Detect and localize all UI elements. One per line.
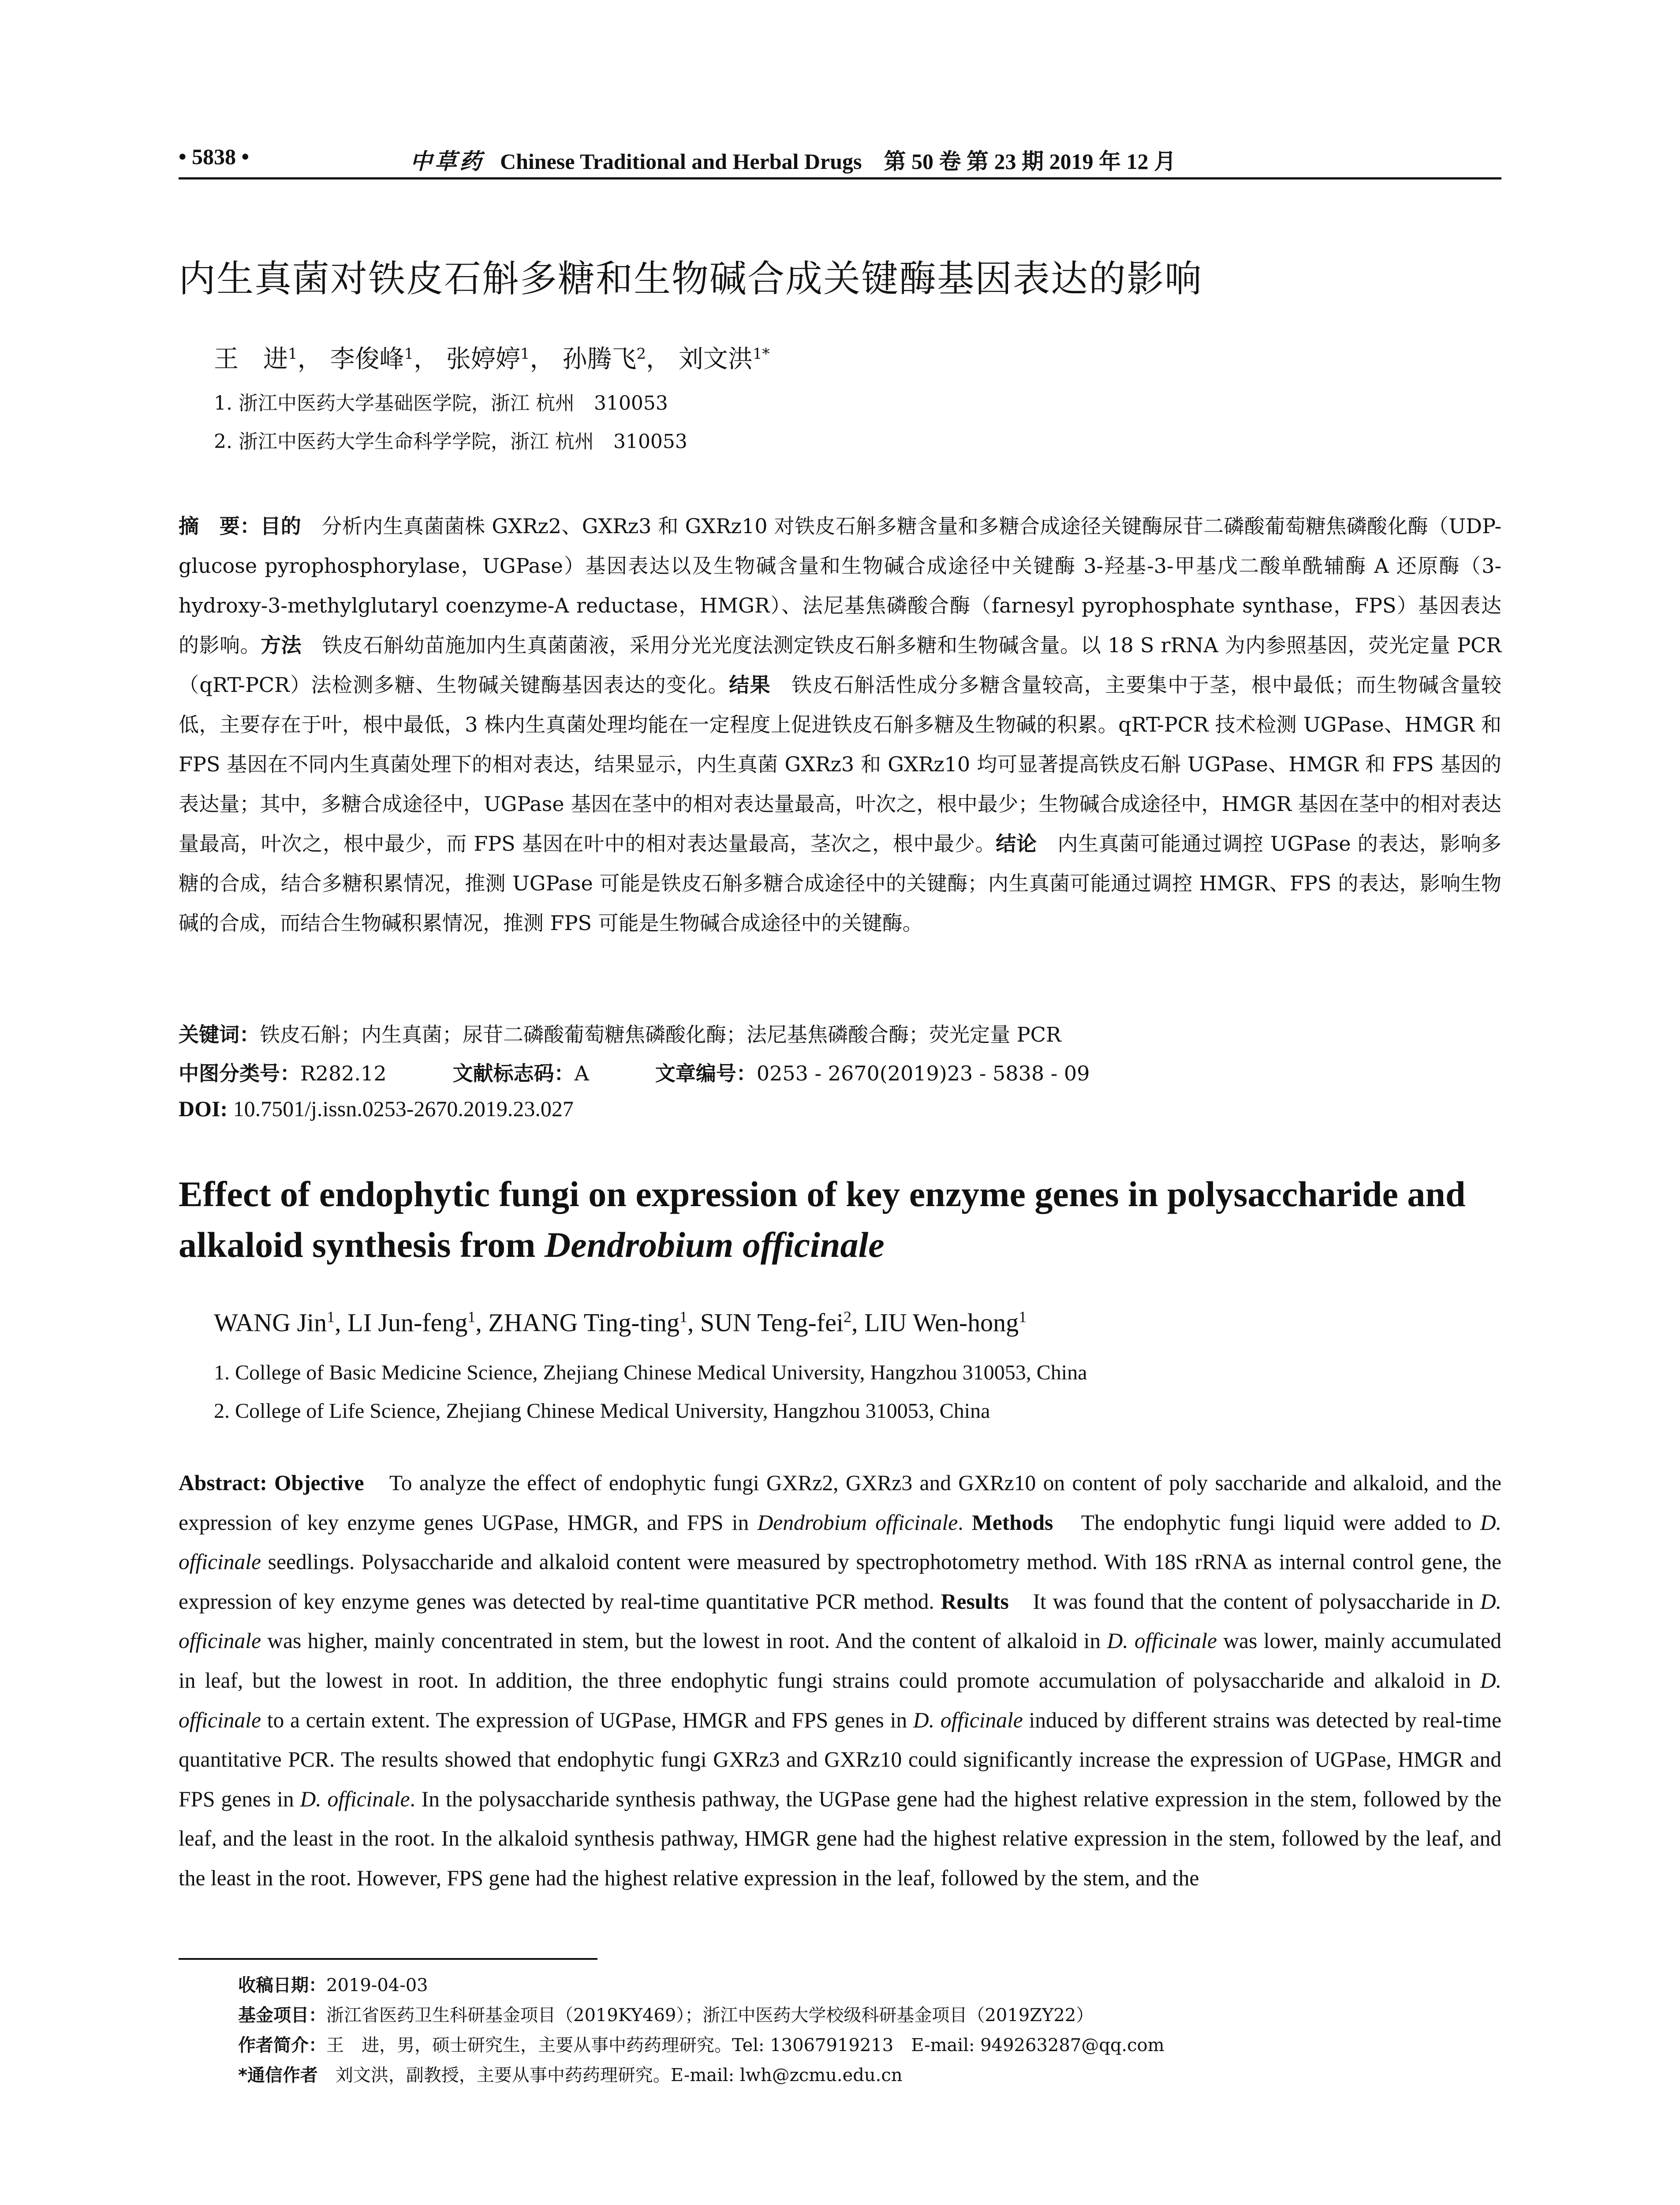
- english-affiliation-1: 1. College of Basic Medicine Science, Zhejiang Chinese Medical University, Hangzhou 310053, China: [214, 1361, 1087, 1384]
- methods-text: The endophytic fungi liquid were added to: [1053, 1510, 1480, 1535]
- author-affil-mark: 1: [288, 345, 298, 363]
- author-affil-mark: 1*: [752, 345, 770, 363]
- author-affil-mark: 1: [1019, 1308, 1027, 1326]
- chinese-authors: [214, 340, 769, 375]
- doccode-value: A: [574, 1061, 589, 1085]
- abstract-label: 摘 要：: [179, 514, 261, 538]
- methods-text: 铁皮石斛幼苗施加内生真菌菌液，采用分光光度法测定铁皮石斛多糖和生物碱含量。以 18 S rRNA 为内参照基因，荧光定量 PCR（qRT-PCR）法检测多糖、生物碱关键酶基因表达的变化。: [179, 633, 1501, 697]
- author-separator: ，: [646, 345, 671, 374]
- author-affil-mark: 1: [404, 345, 414, 363]
- articleno-label: 文章编号：: [655, 1061, 757, 1085]
- chinese-keywords: [179, 1019, 1501, 1048]
- author-separator: ,: [335, 1308, 348, 1337]
- author-separator: ，: [297, 345, 322, 374]
- english-authors: [214, 1308, 1027, 1337]
- footnote-rule: [179, 1958, 597, 1960]
- journal-logo: 中草药: [410, 148, 484, 174]
- species-name: D. officinale: [300, 1786, 410, 1811]
- header-rule: [179, 177, 1501, 179]
- doi-label: DOI:: [179, 1096, 228, 1121]
- author-affil-mark: 2: [843, 1308, 851, 1326]
- footnote-label: 收稿日期：: [238, 1975, 326, 1996]
- doi-line: [179, 1096, 1501, 1121]
- conclusion-text: 内生真菌可能通过调控 UGPase 的表达，影响多糖的合成，结合多糖积累情况，推测 UGPase 可能是铁皮石斛多糖合成途径中的关键酶；内生真菌可能通过调控 HMGR、FPS 的表达，影响生物碱的合成，而结合生物碱积累情况，推测 FPS 可能是生物碱合成途径中的关键酶。: [179, 832, 1502, 935]
- author-name: SUN Teng-fei: [700, 1308, 844, 1337]
- running-header: [179, 140, 1501, 176]
- results-label: 结果: [729, 673, 771, 697]
- objective-text: 分析内生真菌菌株 GXRz2、GXRz3 和 GXRz10 对铁皮石斛多糖含量和多糖合成途径关键酶尿苷二磷酸葡萄糖焦磷酸化酶（UDP-glucose pyrophosphorylase，UGPase）基因表达以及生物碱含量和生物碱合成途径中关键酶 3-羟基-3-甲基戊二酸单酰辅酶 A 还原酶（3-hydroxy-3-methylglutaryl coenzyme-A reductase，HMGR）、法尼基焦磷酸合酶（farnesyl pyrophosphate synthase，FPS）基因表达的影响。: [179, 514, 1501, 657]
- footnote-funding: [238, 2001, 1094, 2026]
- objective-text: To analyze the effect of endophytic fungi GXRz2, GXRz3 and GXRz10 on content of poly saccharide and alkaloid, and the expression of key enzyme genes UGPase, HMGR, and FPS in: [179, 1471, 1501, 1535]
- footnote-corresponding: [238, 2061, 903, 2086]
- english-abstract: [179, 1463, 1501, 1898]
- author-separator: ,: [851, 1308, 864, 1337]
- results-text: to a certain extent. The expression of UGPase, HMGR and FPS genes in: [261, 1708, 913, 1732]
- results-label: Results: [941, 1589, 1009, 1614]
- results-text: induced by different strains was detected by real-time quantitative PCR. The results showed that endophytic fungi GXRz3 and GXRz10 could significantly increase the expression of UGPase, HMGR and FPS genes in: [179, 1708, 1502, 1811]
- journal-issue-info: Chinese Traditional and Herbal Drugs 第 50 卷 第 23 期 2019 年 12 月: [500, 149, 1176, 174]
- chinese-affiliation-2: 2. 浙江中医药大学生命科学学院，浙江 杭州 310053: [214, 430, 687, 453]
- english-title-species: Dendrobium officinale: [545, 1225, 885, 1265]
- clc-label: 中图分类号：: [179, 1061, 300, 1085]
- english-affiliation-2: 2. College of Life Science, Zhejiang Chinese Medical University, Hangzhou 310053, China: [214, 1399, 990, 1423]
- classification-line: [179, 1058, 1501, 1087]
- author-affil-mark: 1: [467, 1308, 476, 1326]
- author-name: LIU Wen-hong: [864, 1308, 1019, 1337]
- author-name: 李俊峰: [330, 345, 404, 374]
- species-name: D. officinale: [1107, 1629, 1217, 1653]
- footnote-label: 基金项目：: [238, 2005, 326, 2026]
- english-title-main: Effect of endophytic fungi on expression of key enzyme genes in polysaccharide and alkaloid synthesis from: [179, 1174, 1466, 1265]
- author-name: 王 进: [214, 345, 288, 374]
- chinese-title: 内生真菌对铁皮石斛多糖和生物碱合成关键酶基因表达的影响: [179, 257, 1203, 300]
- author-name: ZHANG Ting-ting: [488, 1308, 679, 1337]
- author-name: 孙腾飞: [562, 345, 637, 374]
- author-separator: ,: [475, 1308, 489, 1337]
- footnote-text: 王 进，男，硕士研究生，主要从事中药药理研究。Tel: 13067919213 E-mail: 949263287@qq.com: [326, 2035, 1165, 2056]
- author-affil-mark: 1: [679, 1308, 687, 1326]
- footnote-text: 刘文洪，副教授，主要从事中药药理研究。E-mail: lwh@zcmu.edu.cn: [317, 2065, 903, 2085]
- methods-text-end: seedlings. Polysaccharide and alkaloid content were measured by spectrophotometry method. With 18S rRNA as internal control gene, the expression of key enzyme genes was detected by real-time quantitative PCR method.: [179, 1550, 1501, 1614]
- species-name: D. officinale: [179, 1510, 1502, 1574]
- author-name: WANG Jin: [214, 1308, 327, 1337]
- articleno-value: 0253 - 2670(2019)23 - 5838 - 09: [756, 1061, 1090, 1085]
- results-text: 铁皮石斛活性成分多糖含量较高，主要集中于茎，根中最低；而生物碱含量较低，主要存在于叶，根中最低，3 株内生真菌处理均能在一定程度上促进铁皮石斛多糖及生物碱的积累。qRT-PCR 技术检测 UGPase、HMGR 和 FPS 基因在不同内生真菌处理下的相对表达，结果显示，内生真菌 GXRz3 和 GXRz10 均可显著提高铁皮石斛 UGPase、HMGR 和 FPS 基因的表达量；其中，多糖合成途径中，UGPase 基因在茎中的相对表达量最高，叶次之，根中最少；生物碱合成途径中，HMGR 基因在茎中的相对表达量最高，叶次之，根中最少，而 FPS 基因在叶中的相对表达量最高，茎次之，根中最少。: [179, 673, 1502, 856]
- doccode-label: 文献标志码：: [452, 1061, 575, 1085]
- author-separator: ，: [414, 345, 439, 374]
- methods-label: Methods: [972, 1510, 1053, 1535]
- results-text: . In the polysaccharide synthesis pathway, the UGPase gene had the highest relative expression in the stem, followed by the leaf, and the least in the root. In the alkaloid synthesis pathway, HMGR gene had the highest relative expression in the stem, followed by the leaf, and the least in the root. However, FPS gene had the highest relative expression in the leaf, followed by the stem, and the: [179, 1786, 1502, 1890]
- author-affil-mark: 1: [520, 345, 530, 363]
- species-name: D. officinale: [179, 1668, 1501, 1732]
- footnote-label: *通信作者: [238, 2065, 318, 2085]
- objective-text-end: .: [958, 1510, 972, 1535]
- chinese-abstract: [179, 506, 1501, 943]
- footnote-received: [238, 1971, 428, 1996]
- english-title: [179, 1169, 1510, 1270]
- species-name: D. officinale: [913, 1708, 1023, 1732]
- author-separator: ，: [530, 345, 555, 374]
- journal-info-line: [410, 144, 1176, 176]
- page-number: • 5838 •: [179, 144, 250, 169]
- results-text: It was found that the content of polysaccharide in: [1008, 1589, 1480, 1614]
- footnote-label: 作者简介：: [238, 2035, 326, 2056]
- results-text: was higher, mainly concentrated in stem, but the lowest in root. And the content of alkaloid in: [261, 1629, 1107, 1653]
- author-affil-mark: 1: [327, 1308, 335, 1326]
- species-name: D. officinale: [179, 1589, 1501, 1653]
- keywords-text: 铁皮石斛；内生真菌；尿苷二磷酸葡萄糖焦磷酸化酶；法尼基焦磷酸合酶；荧光定量 PCR: [260, 1023, 1061, 1046]
- chinese-affiliation-1: 1. 浙江中医药大学基础医学院，浙江 杭州 310053: [214, 392, 668, 415]
- abstract-objective-label: Abstract: Objective: [179, 1471, 364, 1495]
- species-name: Dendrobium officinale: [757, 1510, 958, 1535]
- footnote-author-bio: [238, 2031, 1165, 2056]
- author-affil-mark: 2: [636, 345, 646, 363]
- footnote-text: 浙江省医药卫生科研基金项目（2019KY469）；浙江中医药大学校级科研基金项目（2019ZY22）: [326, 2005, 1094, 2026]
- clc-value: R282.12: [300, 1061, 387, 1085]
- conclusion-label: 结论: [996, 832, 1037, 856]
- methods-label: 方法: [260, 633, 302, 657]
- footnote-text: 2019-04-03: [326, 1975, 428, 1996]
- author-name: 张婷婷: [446, 345, 520, 374]
- objective-label: 目的: [260, 514, 302, 538]
- results-text: was lower, mainly accumulated in leaf, but the lowest in root. In addition, the three endophytic fungi strains could promote accumulation of polysaccharide and alkaloid in: [179, 1629, 1502, 1693]
- author-separator: ,: [687, 1308, 700, 1337]
- author-name: LI Jun-feng: [347, 1308, 468, 1337]
- author-name: 刘文洪: [678, 345, 753, 374]
- keywords-label: 关键词：: [179, 1023, 260, 1046]
- doi-value: 10.7501/j.issn.0253-2670.2019.23.027: [228, 1096, 574, 1121]
